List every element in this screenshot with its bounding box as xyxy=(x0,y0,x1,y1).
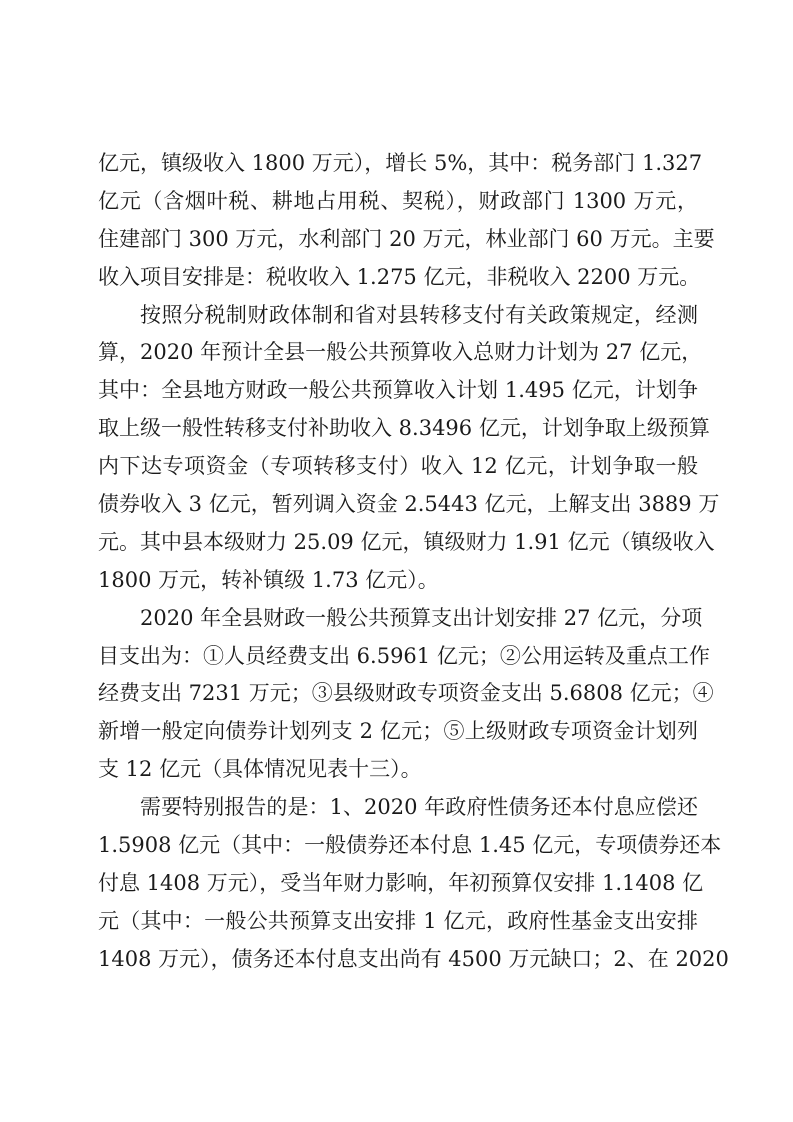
text-line: 元（其中：一般公共预算支出安排 1 亿元，政府性基金支出安排 xyxy=(98,908,698,933)
text-line: 按照分税制财政体制和省对县转移支付有关政策规定，经测 xyxy=(140,302,698,327)
text-line: 亿元，镇级收入 1800 万元），增长 5%，其中：税务部门 1.327 xyxy=(98,151,703,175)
paragraph-3 xyxy=(98,600,714,789)
text-line: 取上级一般性转移支付补助收入 8.3496 亿元，计划争取上级预算 xyxy=(98,416,710,441)
text-line: 1800 万元，转补镇级 1.73 亿元）。 xyxy=(98,567,439,592)
text-line: 债券收入 3 亿元，暂列调入资金 2.5443 亿元，上解支出 3889 万 xyxy=(98,492,720,517)
text-line: 亿元（含烟叶税、耕地占用税、契税），财政部门 1300 万元， xyxy=(98,188,698,213)
text-line: 2020 年全县财政一般公共预算支出计划安排 27 亿元，分项 xyxy=(140,605,703,630)
text-line: 支 12 亿元（具体情况见表十三）。 xyxy=(98,757,422,782)
text-line: 住建部门 300 万元，水利部门 20 万元，林业部门 60 万元。主要 xyxy=(98,226,715,251)
text-line: 经费支出 7231 万元；③县级财政专项资金支出 5.6808 亿元；④ xyxy=(98,681,714,706)
paragraph-2 xyxy=(98,297,720,600)
text-line: 新增一般定向债券计划列支 2 亿元；⑤上级财政专项资金计划列 xyxy=(98,719,698,744)
text-line: 目支出为：①人员经费支出 6.5961 亿元；②公用运转及重点工作 xyxy=(98,643,710,668)
text-line: 1408 万元），债务还本付息支出尚有 4500 万元缺口；2、在 2020 xyxy=(98,946,729,971)
text-line: 收入项目安排是：税收收入 1.275 亿元，非税收入 2200 万元。 xyxy=(98,264,701,289)
paragraph-4 xyxy=(98,789,729,978)
paragraph-1 xyxy=(98,145,715,297)
text-line: 元。其中县本级财力 25.09 亿元，镇级财力 1.91 亿元（镇级收入 xyxy=(98,529,715,554)
text-line: 其中：全县地方财政一般公共预算收入计划 1.495 亿元，计划争 xyxy=(98,378,698,403)
body-text xyxy=(98,145,729,979)
text-line: 需要特别报告的是：1、2020 年政府性债务还本付息应偿还 xyxy=(140,795,698,820)
text-line: 内下达专项资金（专项转移支付）收入 12 亿元，计划争取一般 xyxy=(98,454,698,479)
text-line: 算，2020 年预计全县一般公共预算收入总财力计划为 27 亿元， xyxy=(98,340,703,365)
text-line: 付息 1408 万元），受当年财力影响，年初预算仅安排 1.1408 亿 xyxy=(98,870,704,895)
text-line: 1.5908 亿元（其中：一般债券还本付息 1.45 亿元，专项债券还本 xyxy=(98,833,722,858)
